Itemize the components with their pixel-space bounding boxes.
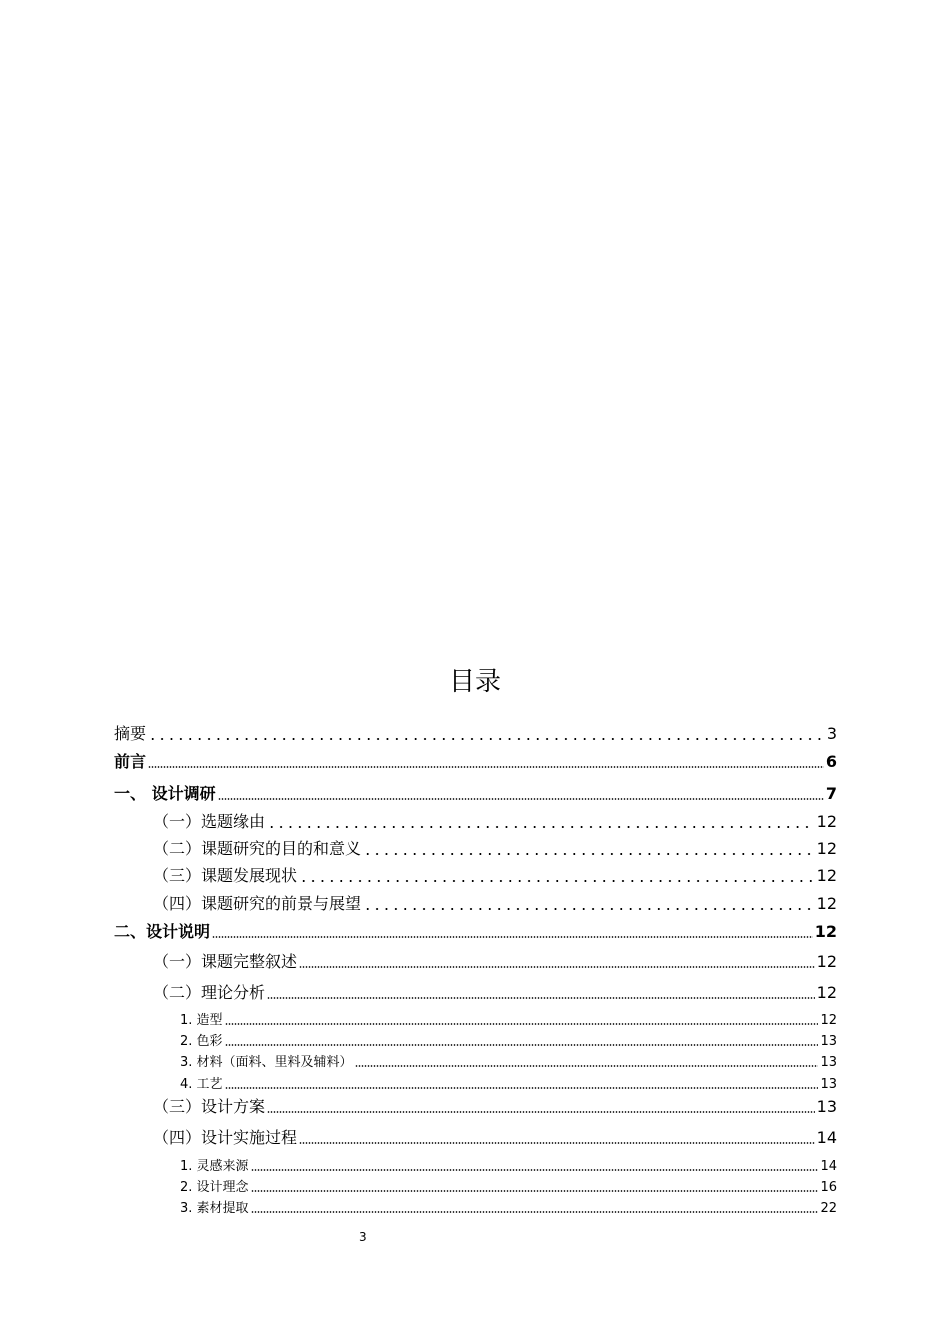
toc-entry-page: 13 xyxy=(820,1077,837,1092)
dot-leader xyxy=(225,1087,819,1089)
dot-leader xyxy=(267,1111,815,1113)
toc-entry[interactable] xyxy=(180,1180,837,1196)
dot-leader xyxy=(299,880,815,882)
toc-entry[interactable] xyxy=(153,983,837,1003)
dot-leader xyxy=(218,798,824,800)
toc-entry-page: 13 xyxy=(816,1097,837,1116)
toc-entry[interactable] xyxy=(180,1201,837,1217)
toc-entry-label: 摘要 xyxy=(114,724,147,743)
dot-leader xyxy=(299,1142,815,1144)
dot-leader xyxy=(251,1190,819,1192)
toc-entry-page: 13 xyxy=(820,1034,837,1049)
toc-entry[interactable] xyxy=(153,812,837,832)
toc-entry[interactable] xyxy=(114,752,837,772)
toc-entry-page: 16 xyxy=(820,1180,837,1195)
dot-leader xyxy=(251,1169,819,1171)
toc-entry-label: 1. 造型 xyxy=(180,1013,223,1028)
toc-entry-page: 12 xyxy=(816,983,837,1002)
toc-entry-label: （三）设计方案 xyxy=(153,1097,266,1116)
toc-entry[interactable] xyxy=(114,922,837,942)
dot-leader xyxy=(148,766,824,768)
dot-leader xyxy=(299,966,815,968)
toc-entry-label: 3. 材料（面料、里料及辅料） xyxy=(180,1055,353,1070)
dot-leader xyxy=(363,908,815,910)
toc-entry-label: 二、设计说明 xyxy=(114,922,211,941)
toc-entry-page: 7 xyxy=(825,784,837,803)
dot-leader xyxy=(355,1065,819,1067)
toc-entry-page: 3 xyxy=(826,724,837,743)
toc-entry-page: 12 xyxy=(816,866,837,885)
dot-leader xyxy=(225,1044,819,1046)
toc-entry-page: 22 xyxy=(820,1201,837,1216)
toc-entry[interactable] xyxy=(153,866,837,886)
toc-entry[interactable] xyxy=(180,1077,837,1093)
toc-entry-label: （四）设计实施过程 xyxy=(153,1128,298,1147)
dot-leader xyxy=(212,936,813,938)
toc-entry[interactable] xyxy=(153,839,837,859)
toc-entry-label: 2. 色彩 xyxy=(180,1034,223,1049)
toc-entry-page: 6 xyxy=(825,752,837,771)
toc-entry[interactable] xyxy=(153,1128,837,1148)
toc-entry[interactable] xyxy=(153,1097,837,1117)
toc-entry[interactable] xyxy=(114,784,837,804)
dot-leader xyxy=(267,826,815,828)
toc-entry-page: 12 xyxy=(816,894,837,913)
toc-entry-label: （三）课题发展现状 xyxy=(153,866,298,885)
toc-entry-page: 13 xyxy=(820,1055,837,1070)
toc-title: 目录 xyxy=(448,667,501,697)
dot-leader xyxy=(251,1211,819,1213)
toc-entry-label: 4. 工艺 xyxy=(180,1077,223,1092)
dot-leader xyxy=(225,1023,819,1025)
toc-entry-page: 14 xyxy=(816,1128,837,1147)
toc-entry-label: 2. 设计理念 xyxy=(180,1180,249,1195)
toc-entry-label: 1. 灵感来源 xyxy=(180,1159,249,1174)
toc-entry-label: 3. 素材提取 xyxy=(180,1201,249,1216)
toc-entry-label: （一）选题缘由 xyxy=(153,812,266,831)
toc-entry-label: （四）课题研究的前景与展望 xyxy=(153,894,362,913)
toc-entry-page: 12 xyxy=(816,812,837,831)
toc-entry-label: 一、 设计调研 xyxy=(114,784,216,803)
page-number: 3 xyxy=(359,1230,367,1244)
toc-entry-page: 12 xyxy=(816,952,837,971)
toc-entry[interactable] xyxy=(180,1055,837,1071)
dot-leader xyxy=(363,853,815,855)
toc-entry-page: 14 xyxy=(820,1159,837,1174)
toc-entry[interactable] xyxy=(153,894,837,914)
toc-entry-label: 前言 xyxy=(114,752,147,771)
toc-entry-page: 12 xyxy=(814,922,837,941)
toc-entry[interactable] xyxy=(153,952,837,972)
toc-entry-page: 12 xyxy=(816,839,837,858)
toc-entry[interactable] xyxy=(114,724,837,744)
toc-entry-label: （二）理论分析 xyxy=(153,983,266,1002)
toc-entry-label: （一）课题完整叙述 xyxy=(153,952,298,971)
toc-entry-page: 12 xyxy=(820,1013,837,1028)
toc-entry-label: （二）课题研究的目的和意义 xyxy=(153,839,362,858)
dot-leader xyxy=(267,997,815,999)
dot-leader xyxy=(148,738,825,740)
toc-entry[interactable] xyxy=(180,1013,837,1029)
toc-entry[interactable] xyxy=(180,1159,837,1175)
toc-entry[interactable] xyxy=(180,1034,837,1050)
